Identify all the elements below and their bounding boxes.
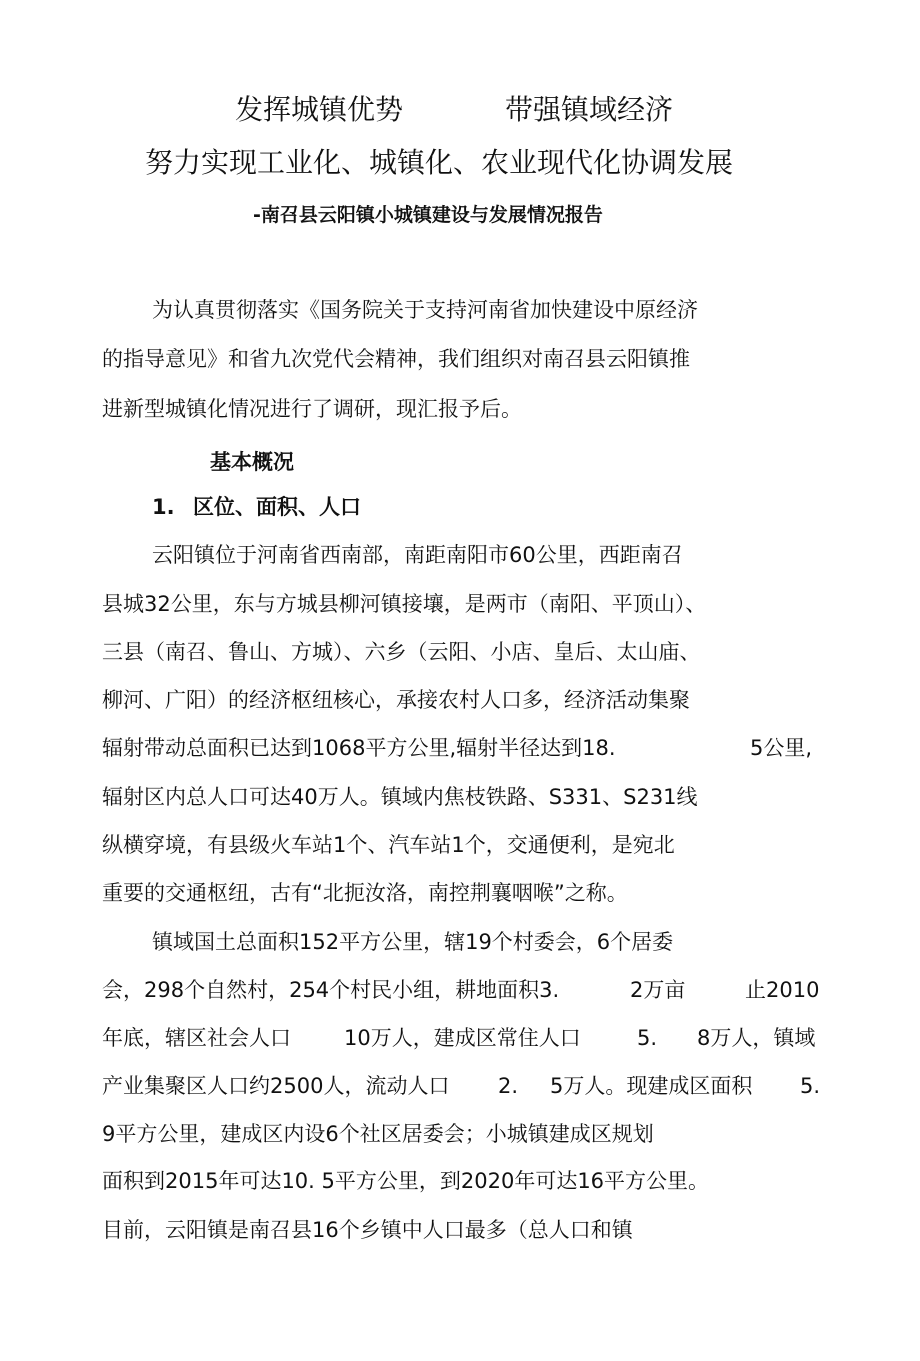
subsection-number: 1. <box>152 495 175 519</box>
body-line <box>0 975 920 1005</box>
body-line: 云阳镇位于河南省西南部，南距南阳市60公里，西距南召 <box>152 543 683 567</box>
body-line: 9平方公里，建成区内设6个社区居委会；小城镇建成区规划 <box>102 1122 654 1146</box>
body-line: 柳河、广阳）的经济枢纽核心，承接农村人口多，经济活动集聚 <box>102 688 690 712</box>
intro-line: 为认真贯彻落实《国务院关于支持河南省加快建设中原经济 <box>152 298 698 322</box>
body-line-segment: 5. <box>800 1074 821 1098</box>
section-heading: 基本概况 <box>210 450 294 474</box>
body-line: 镇域国土总面积152平方公里，辖19个村委会，6个居委 <box>152 930 674 954</box>
body-line: 纵横穿境，有县级火车站1个、汽车站1个，交通便利，是宛北 <box>102 833 675 857</box>
title-line-1 <box>0 90 920 130</box>
body-line: 三县（南召、鲁山、方城）、六乡（云阳、小店、皇后、太山庙、 <box>102 640 701 664</box>
title-line-2: 努力实现工业化、城镇化、农业现代化协调发展 <box>145 146 734 179</box>
body-line-segment: 5万人。现建成区面积 <box>550 1074 753 1098</box>
report-subtitle: -南召县云阳镇小城镇建设与发展情况报告 <box>253 204 603 226</box>
body-line <box>0 733 920 763</box>
body-line-segment: 产业集聚区人口约2500人，流动人口 <box>102 1074 450 1098</box>
body-line <box>0 1023 920 1053</box>
body-line-segment: 会，298个自然村，254个村民小组，耕地面积3. <box>102 978 560 1002</box>
body-line: 县城32公里，东与方城县柳河镇接壤，是两市（南阳、平顶山）、 <box>102 592 707 616</box>
body-line: 面积到2015年可达10. 5平方公里，到2020年可达16平方公里。 <box>102 1169 710 1193</box>
subsection-heading <box>0 492 920 522</box>
body-line: 重要的交通枢纽，古有“北扼汝洛，南控荆襄咽喉”之称。 <box>102 881 628 905</box>
title-right: 带强镇域经济 <box>505 93 674 126</box>
intro-line: 进新型城镇化情况进行了调研，现汇报予后。 <box>102 397 522 421</box>
body-line: 辐射区内总人口可达40万人。镇域内焦枝铁路、S331、S231线 <box>102 785 698 809</box>
body-line-segment: 2. <box>498 1074 519 1098</box>
body-line-segment: 8万人，镇域 <box>697 1026 816 1050</box>
subsection-title: 区位、面积、人口 <box>193 495 361 519</box>
body-line-segment: 5公里, <box>750 736 813 760</box>
body-line <box>0 1071 920 1101</box>
title-left: 发挥城镇优势 <box>235 93 404 126</box>
body-line-segment: 年底，辖区社会人口 <box>102 1026 291 1050</box>
intro-line: 的指导意见》和省九次党代会精神，我们组织对南召县云阳镇推 <box>102 347 690 371</box>
body-line-segment: 辐射带动总面积已达到1068平方公里,辐射半径达到18. <box>102 736 616 760</box>
body-line-segment: 2万亩 <box>630 978 686 1002</box>
body-line-segment: 止2010 <box>745 978 820 1002</box>
body-line: 目前，云阳镇是南召县16个乡镇中人口最多（总人口和镇 <box>102 1218 633 1242</box>
body-line-segment: 10万人，建成区常住人口 <box>344 1026 581 1050</box>
body-line-segment: 5. <box>637 1026 658 1050</box>
